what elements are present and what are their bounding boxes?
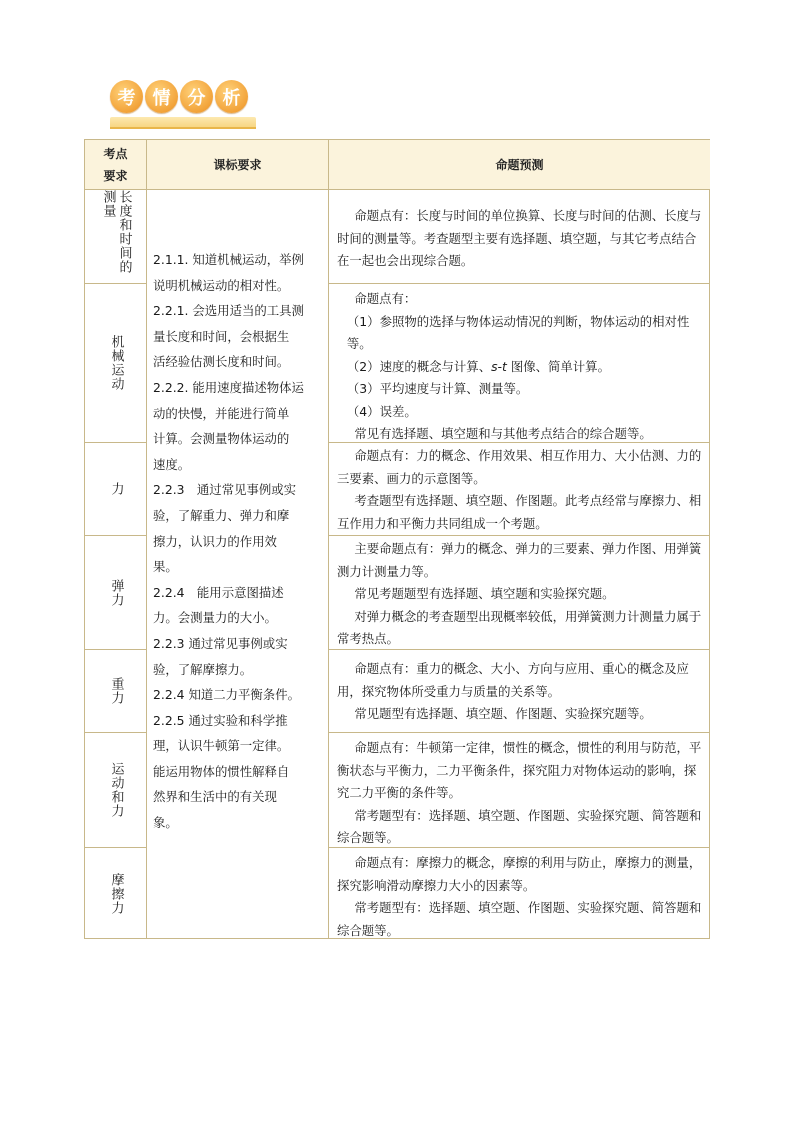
prediction-length-time: [329, 190, 710, 284]
topic-label: 摩擦力: [108, 872, 124, 915]
standard-line: 2.2.4 知道二力平衡条件。: [153, 687, 300, 703]
topic-elastic-force: [85, 536, 147, 650]
standard-line: 2.2.1. 会选用适当的工具测: [153, 303, 304, 319]
standard-line: 2.2.3 通过常见事例或实: [153, 482, 297, 498]
badge-char: 考: [110, 80, 143, 113]
standard-line: 2.2.5 通过实验和科学推: [153, 712, 288, 728]
topic-length-time: [85, 190, 147, 284]
prediction-text: 主要命题点有：弹力的概念、弹力的三要素、弹力作图、用弹簧测力计测量力等。: [337, 541, 702, 579]
standard-line: 验，了解摩擦力。: [153, 661, 253, 677]
topic-label: 长度和时间的测量: [100, 190, 132, 274]
header-standard: 课标要求: [147, 140, 329, 190]
topic-force: [85, 443, 147, 536]
standard-line: 验，了解重力、弹力和摩: [153, 507, 290, 523]
standard-line: 说明机械运动的相对性。: [153, 277, 290, 293]
header-topic-line1: 考点: [103, 146, 128, 161]
badge-underline-line: [110, 127, 256, 129]
badge-char: 分: [180, 80, 213, 113]
standard-line: 理，认识牛顿第一定律。: [153, 738, 290, 754]
prediction-text: 常见有选择题、填空题和与其他考点结合的综合题等。: [354, 426, 652, 441]
prediction-text: 命题点有：牛顿第一定律，惯性的概念，惯性的利用与防范，平衡状态与平衡力，二力平衡条件，探究阻力对物体运动的影响，探究二力平衡的条件等。: [337, 740, 702, 800]
topic-label: 运动和力: [108, 762, 124, 818]
prediction-friction: [329, 848, 710, 939]
prediction-text: 命题点有：重力的概念、大小、方向与应用、重心的概念及应用，探究物体所受重力与质量的关系等。: [337, 661, 689, 699]
topic-motion-and-force: [85, 733, 147, 848]
topic-label: 弹力: [108, 578, 124, 607]
standard-line: 能运用物体的惯性解释自: [153, 763, 290, 779]
prediction-text: 常考题型有：选择题、填空题、作图题、实验探究题、简答题和综合题等。: [337, 807, 702, 845]
prediction-text: 命题点有：摩擦力的概念，摩擦的利用与防止，摩擦力的测量，探究影响滑动摩擦力大小的因素等。: [337, 855, 702, 893]
standard-line: 2.2.4 能用示意图描述: [153, 584, 284, 600]
topic-gravity: [85, 650, 147, 733]
prediction-fragment: （2）速度的概念与计算、: [346, 358, 492, 374]
prediction-text: 命题点有：长度与时间的单位换算、长度与时间的估测、长度与时间的测量等。考查题型主要有选择题、填空题，与其它考点结合在一起也会出现综合题。: [337, 208, 702, 268]
prediction-text: （4）误差。: [346, 403, 417, 419]
header-topic: [85, 140, 147, 190]
prediction-text: 对弹力概念的考查题型出现概率较低，用弹簧测力计测量力属于常考热点。: [337, 608, 702, 646]
prediction-motion-and-force: [329, 733, 710, 848]
prediction-text: 命题点有：力的概念、作用效果、相互作用力、大小估测、力的三要素、画力的示意图等。: [337, 448, 702, 486]
standard-line: 2.2.2. 能用速度描述物体运: [153, 379, 304, 395]
prediction-elastic-force: [329, 536, 710, 650]
standard-line: 活经验估测长度和时间。: [153, 354, 290, 370]
prediction-text: 考查题型有选择题、填空题、作图题。此考点经常与摩擦力、相互作用力和平衡力共同组成一个考题。: [337, 493, 702, 531]
topic-label: 重力: [108, 677, 124, 705]
prediction-text: 命题点有：: [354, 291, 417, 306]
header-topic-line2: 要求: [103, 168, 128, 183]
topic-mechanical-motion: [85, 284, 147, 443]
prediction-text: 常见题型有选择题、填空题、作图题、实验探究题等。: [354, 706, 652, 721]
topic-label: 力: [108, 482, 124, 496]
exam-analysis-table: [84, 139, 710, 939]
prediction-fragment-italic: s-t: [491, 358, 507, 374]
standard-requirements: [147, 190, 329, 939]
prediction-text: 常见考题题型有选择题、填空题和实验探究题。: [354, 586, 615, 601]
standard-line: 擦力，认识力的作用效: [153, 533, 277, 549]
standard-line: 速度。: [153, 456, 191, 472]
topic-friction: [85, 848, 147, 939]
badge-char: 情: [145, 80, 178, 113]
prediction-text: 常考题型有：选择题、填空题、作图题、实验探究题、简答题和综合题等。: [337, 900, 702, 938]
prediction-text: （3）平均速度与计算、测量等。: [346, 381, 529, 396]
standard-line: 量长度和时间，会根据生: [153, 328, 290, 344]
header-prediction: 命题预测: [329, 140, 710, 190]
standard-line: 计算。会测量物体运动的: [153, 431, 290, 447]
section-badge: [108, 80, 256, 132]
prediction-text: [337, 356, 704, 379]
prediction-text: （1）参照物的选择与物体运动情况的判断，物体运动的相对性等。: [346, 313, 690, 351]
prediction-gravity: [329, 650, 710, 733]
topic-label: 机械运动: [108, 335, 124, 391]
standard-line: 象。: [153, 815, 178, 831]
standard-line: 2.1.1. 知道机械运动，举例: [153, 252, 304, 267]
standard-line: 然界和生活中的有关现: [153, 789, 277, 805]
standard-line: 力。会测量力的大小。: [153, 610, 277, 626]
standard-line: 2.2.3 通过常见事例或实: [153, 635, 288, 651]
badge-char: 析: [215, 80, 248, 113]
badge-circles: [110, 80, 248, 113]
standard-line: 果。: [153, 559, 178, 575]
prediction-mechanical-motion: [329, 284, 710, 443]
prediction-fragment: 图像、简单计算。: [506, 358, 610, 374]
standard-line: 动的快慢，并能进行简单: [153, 405, 290, 421]
prediction-force: [329, 443, 710, 536]
